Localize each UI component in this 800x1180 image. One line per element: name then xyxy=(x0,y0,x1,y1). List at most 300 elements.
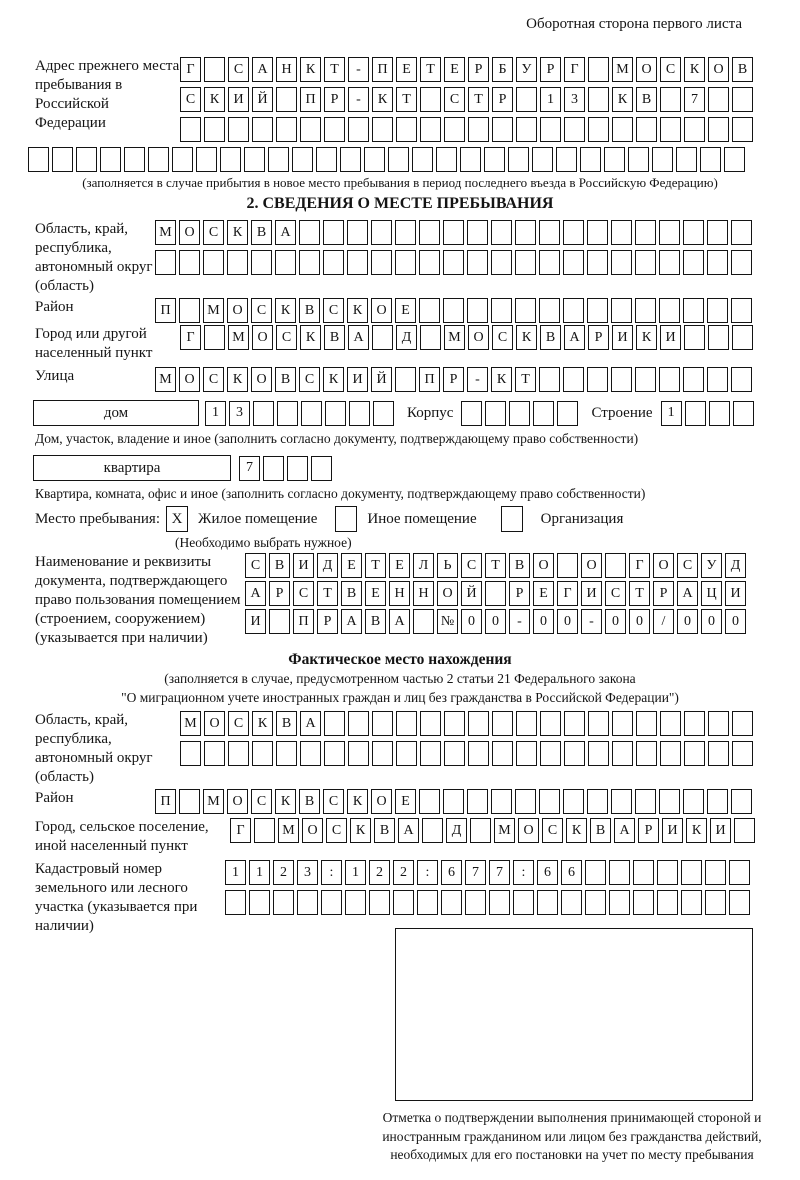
form-cell[interactable] xyxy=(708,87,729,112)
form-cell[interactable] xyxy=(263,456,284,481)
form-cell[interactable]: К xyxy=(347,789,368,814)
form-cell[interactable] xyxy=(372,325,393,350)
form-cell[interactable]: О xyxy=(179,220,200,245)
form-cell[interactable] xyxy=(563,250,584,275)
form-cell[interactable]: П xyxy=(419,367,440,392)
form-cell[interactable]: 6 xyxy=(561,860,582,885)
form-cell[interactable] xyxy=(347,220,368,245)
form-cell[interactable] xyxy=(635,250,656,275)
form-cell[interactable] xyxy=(588,87,609,112)
form-cell[interactable]: С xyxy=(605,581,626,606)
form-cell[interactable]: Е xyxy=(444,57,465,82)
form-cell[interactable]: М xyxy=(494,818,515,843)
form-cell[interactable]: М xyxy=(228,325,249,350)
form-cell[interactable] xyxy=(588,711,609,736)
form-cell[interactable] xyxy=(395,250,416,275)
form-cell[interactable]: Д xyxy=(725,553,746,578)
form-cell[interactable] xyxy=(373,401,394,426)
form-cell[interactable] xyxy=(683,298,704,323)
form-cell[interactable]: 7 xyxy=(465,860,486,885)
form-cell[interactable] xyxy=(732,117,753,142)
form-cell[interactable]: Р xyxy=(653,581,674,606)
form-cell[interactable] xyxy=(204,117,225,142)
form-cell[interactable] xyxy=(731,367,752,392)
form-cell[interactable]: А xyxy=(398,818,419,843)
form-cell[interactable]: - xyxy=(467,367,488,392)
form-cell[interactable]: С xyxy=(323,789,344,814)
form-cell[interactable]: Л xyxy=(413,553,434,578)
form-cell[interactable] xyxy=(539,250,560,275)
form-cell[interactable] xyxy=(461,401,482,426)
form-cell[interactable] xyxy=(419,220,440,245)
form-cell[interactable] xyxy=(660,117,681,142)
form-cell[interactable]: : xyxy=(513,860,534,885)
form-cell[interactable]: М xyxy=(612,57,633,82)
form-cell[interactable] xyxy=(533,401,554,426)
form-cell[interactable]: Т xyxy=(468,87,489,112)
form-cell[interactable] xyxy=(628,147,649,172)
form-cell[interactable]: А xyxy=(252,57,273,82)
form-cell[interactable]: 3 xyxy=(564,87,585,112)
form-cell[interactable]: О xyxy=(468,325,489,350)
form-cell[interactable] xyxy=(707,789,728,814)
form-cell[interactable] xyxy=(585,860,606,885)
form-cell[interactable] xyxy=(325,401,346,426)
form-cell[interactable] xyxy=(508,147,529,172)
form-cell[interactable] xyxy=(420,87,441,112)
form-cell[interactable] xyxy=(467,220,488,245)
form-cell[interactable] xyxy=(388,147,409,172)
form-cell[interactable] xyxy=(657,890,678,915)
form-cell[interactable] xyxy=(297,890,318,915)
form-cell[interactable]: 3 xyxy=(229,401,250,426)
form-cell[interactable]: Е xyxy=(365,581,386,606)
form-cell[interactable]: С xyxy=(660,57,681,82)
form-cell[interactable] xyxy=(708,325,729,350)
form-cell[interactable] xyxy=(348,741,369,766)
form-cell[interactable]: 0 xyxy=(701,609,722,634)
form-cell[interactable]: О xyxy=(518,818,539,843)
form-cell[interactable]: Е xyxy=(396,57,417,82)
form-cell[interactable] xyxy=(420,741,441,766)
form-cell[interactable]: С xyxy=(326,818,347,843)
form-cell[interactable] xyxy=(492,741,513,766)
form-cell[interactable]: О xyxy=(371,298,392,323)
form-cell[interactable] xyxy=(580,147,601,172)
confirmation-stamp-box[interactable] xyxy=(395,928,753,1101)
form-cell[interactable] xyxy=(563,367,584,392)
form-cell[interactable] xyxy=(372,117,393,142)
form-cell[interactable] xyxy=(609,890,630,915)
form-cell[interactable] xyxy=(324,711,345,736)
form-cell[interactable] xyxy=(301,401,322,426)
form-cell[interactable]: Т xyxy=(515,367,536,392)
form-cell[interactable] xyxy=(273,890,294,915)
form-cell[interactable] xyxy=(636,741,657,766)
form-cell[interactable] xyxy=(228,741,249,766)
form-cell[interactable] xyxy=(252,741,273,766)
form-cell[interactable] xyxy=(179,250,200,275)
form-cell[interactable]: Е xyxy=(533,581,554,606)
form-cell[interactable]: № xyxy=(437,609,458,634)
form-cell[interactable] xyxy=(604,147,625,172)
form-cell[interactable]: С xyxy=(203,367,224,392)
form-cell[interactable] xyxy=(708,117,729,142)
form-cell[interactable]: К xyxy=(300,57,321,82)
form-cell[interactable]: П xyxy=(293,609,314,634)
form-cell[interactable] xyxy=(635,298,656,323)
form-cell[interactable] xyxy=(324,117,345,142)
form-cell[interactable] xyxy=(509,401,530,426)
form-cell[interactable] xyxy=(633,890,654,915)
form-cell[interactable] xyxy=(485,581,506,606)
form-cell[interactable]: В xyxy=(732,57,753,82)
form-cell[interactable] xyxy=(491,298,512,323)
form-cell[interactable] xyxy=(412,147,433,172)
form-cell[interactable]: И xyxy=(347,367,368,392)
form-cell[interactable] xyxy=(611,298,632,323)
form-cell[interactable]: У xyxy=(701,553,722,578)
form-cell[interactable] xyxy=(372,741,393,766)
form-cell[interactable] xyxy=(419,250,440,275)
form-cell[interactable] xyxy=(180,117,201,142)
form-cell[interactable] xyxy=(612,741,633,766)
form-cell[interactable] xyxy=(660,741,681,766)
form-cell[interactable] xyxy=(52,147,73,172)
form-cell[interactable]: 7 xyxy=(489,860,510,885)
form-cell[interactable] xyxy=(203,250,224,275)
form-cell[interactable] xyxy=(484,147,505,172)
form-cell[interactable]: О xyxy=(636,57,657,82)
form-cell[interactable] xyxy=(539,789,560,814)
form-cell[interactable] xyxy=(148,147,169,172)
form-cell[interactable]: Т xyxy=(396,87,417,112)
form-cell[interactable]: А xyxy=(300,711,321,736)
form-cell[interactable] xyxy=(557,401,578,426)
form-cell[interactable] xyxy=(204,57,225,82)
form-cell[interactable]: К xyxy=(636,325,657,350)
form-cell[interactable]: С xyxy=(299,367,320,392)
form-cell[interactable] xyxy=(540,741,561,766)
form-cell[interactable] xyxy=(513,890,534,915)
form-cell[interactable]: : xyxy=(417,860,438,885)
form-cell[interactable]: О xyxy=(227,298,248,323)
form-cell[interactable]: Д xyxy=(446,818,467,843)
form-cell[interactable]: - xyxy=(509,609,530,634)
form-cell[interactable] xyxy=(349,401,370,426)
form-cell[interactable] xyxy=(268,147,289,172)
form-cell[interactable]: М xyxy=(444,325,465,350)
form-cell[interactable] xyxy=(413,609,434,634)
form-cell[interactable]: М xyxy=(203,789,224,814)
form-cell[interactable]: К xyxy=(372,87,393,112)
form-cell[interactable]: Р xyxy=(492,87,513,112)
form-cell[interactable]: 0 xyxy=(629,609,650,634)
form-cell[interactable] xyxy=(419,789,440,814)
form-cell[interactable] xyxy=(28,147,49,172)
form-cell[interactable]: В xyxy=(269,553,290,578)
form-cell[interactable]: Т xyxy=(420,57,441,82)
form-cell[interactable] xyxy=(371,250,392,275)
form-cell[interactable] xyxy=(537,890,558,915)
form-cell[interactable] xyxy=(254,818,275,843)
form-cell[interactable]: 0 xyxy=(605,609,626,634)
form-cell[interactable]: 1 xyxy=(225,860,246,885)
form-cell[interactable] xyxy=(227,250,248,275)
form-cell[interactable]: 6 xyxy=(441,860,462,885)
form-cell[interactable] xyxy=(605,553,626,578)
form-cell[interactable] xyxy=(252,117,273,142)
form-cell[interactable] xyxy=(635,367,656,392)
form-cell[interactable] xyxy=(683,220,704,245)
form-cell[interactable]: М xyxy=(278,818,299,843)
form-cell[interactable]: С xyxy=(245,553,266,578)
form-cell[interactable]: Т xyxy=(629,581,650,606)
form-cell[interactable] xyxy=(684,117,705,142)
form-cell[interactable] xyxy=(470,818,491,843)
form-cell[interactable]: Й xyxy=(252,87,273,112)
form-cell[interactable] xyxy=(733,401,754,426)
form-cell[interactable]: А xyxy=(614,818,635,843)
form-cell[interactable]: К xyxy=(491,367,512,392)
form-cell[interactable]: К xyxy=(275,789,296,814)
form-cell[interactable]: С xyxy=(323,298,344,323)
form-cell[interactable]: О xyxy=(227,789,248,814)
form-cell[interactable] xyxy=(311,456,332,481)
form-cell[interactable] xyxy=(705,860,726,885)
form-cell[interactable] xyxy=(539,298,560,323)
form-cell[interactable]: В xyxy=(590,818,611,843)
form-cell[interactable] xyxy=(636,117,657,142)
form-cell[interactable] xyxy=(659,789,680,814)
form-cell[interactable]: Т xyxy=(324,57,345,82)
form-cell[interactable]: 0 xyxy=(461,609,482,634)
form-cell[interactable] xyxy=(587,789,608,814)
form-cell[interactable]: И xyxy=(612,325,633,350)
form-cell[interactable] xyxy=(611,367,632,392)
form-cell[interactable]: С xyxy=(461,553,482,578)
form-cell[interactable] xyxy=(660,711,681,736)
form-cell[interactable]: К xyxy=(684,57,705,82)
form-cell[interactable]: С xyxy=(180,87,201,112)
form-cell[interactable] xyxy=(444,117,465,142)
form-cell[interactable] xyxy=(708,741,729,766)
form-cell[interactable] xyxy=(564,117,585,142)
form-cell[interactable] xyxy=(269,609,290,634)
form-cell[interactable]: Д xyxy=(396,325,417,350)
form-cell[interactable] xyxy=(516,87,537,112)
form-cell[interactable] xyxy=(436,147,457,172)
form-cell[interactable]: 1 xyxy=(661,401,682,426)
form-cell[interactable] xyxy=(540,117,561,142)
form-cell[interactable]: К xyxy=(300,325,321,350)
form-cell[interactable] xyxy=(465,890,486,915)
form-cell[interactable]: И xyxy=(228,87,249,112)
form-cell[interactable]: В xyxy=(299,298,320,323)
form-cell[interactable]: 0 xyxy=(557,609,578,634)
form-cell[interactable] xyxy=(76,147,97,172)
form-cell[interactable] xyxy=(276,117,297,142)
form-cell[interactable]: 7 xyxy=(684,87,705,112)
form-cell[interactable] xyxy=(707,298,728,323)
form-cell[interactable] xyxy=(467,298,488,323)
form-cell[interactable]: К xyxy=(227,367,248,392)
form-cell[interactable]: К xyxy=(275,298,296,323)
form-cell[interactable] xyxy=(489,890,510,915)
form-cell[interactable] xyxy=(588,57,609,82)
form-cell[interactable] xyxy=(468,117,489,142)
form-cell[interactable]: Н xyxy=(389,581,410,606)
form-cell[interactable] xyxy=(179,298,200,323)
form-cell[interactable] xyxy=(393,890,414,915)
form-cell[interactable]: А xyxy=(348,325,369,350)
form-cell[interactable]: О xyxy=(653,553,674,578)
form-cell[interactable] xyxy=(732,325,753,350)
form-cell[interactable]: О xyxy=(533,553,554,578)
form-cell[interactable] xyxy=(347,250,368,275)
form-cell[interactable] xyxy=(657,860,678,885)
form-cell[interactable] xyxy=(220,147,241,172)
form-cell[interactable] xyxy=(443,220,464,245)
form-cell[interactable]: И xyxy=(581,581,602,606)
form-cell[interactable] xyxy=(155,250,176,275)
form-cell[interactable]: П xyxy=(372,57,393,82)
form-cell[interactable] xyxy=(563,220,584,245)
form-cell[interactable] xyxy=(539,367,560,392)
form-cell[interactable] xyxy=(659,220,680,245)
form-cell[interactable] xyxy=(539,220,560,245)
form-cell[interactable] xyxy=(515,789,536,814)
form-cell[interactable] xyxy=(732,741,753,766)
form-cell[interactable]: И xyxy=(293,553,314,578)
form-cell[interactable] xyxy=(681,890,702,915)
form-cell[interactable] xyxy=(323,220,344,245)
form-cell[interactable] xyxy=(491,250,512,275)
form-cell[interactable]: О xyxy=(302,818,323,843)
form-cell[interactable]: С xyxy=(251,298,272,323)
form-cell[interactable]: Г xyxy=(629,553,650,578)
form-cell[interactable]: Р xyxy=(324,87,345,112)
form-cell[interactable] xyxy=(277,401,298,426)
form-cell[interactable] xyxy=(396,741,417,766)
form-cell[interactable] xyxy=(372,711,393,736)
form-cell[interactable]: М xyxy=(203,298,224,323)
form-cell[interactable]: В xyxy=(540,325,561,350)
form-cell[interactable] xyxy=(609,860,630,885)
form-cell[interactable]: А xyxy=(275,220,296,245)
form-cell[interactable] xyxy=(444,711,465,736)
form-cell[interactable] xyxy=(417,890,438,915)
form-cell[interactable] xyxy=(557,553,578,578)
form-cell[interactable]: С xyxy=(542,818,563,843)
form-cell[interactable] xyxy=(396,711,417,736)
form-cell[interactable] xyxy=(659,298,680,323)
form-cell[interactable]: В xyxy=(509,553,530,578)
form-cell[interactable]: / xyxy=(653,609,674,634)
form-cell[interactable] xyxy=(420,711,441,736)
form-cell[interactable] xyxy=(731,298,752,323)
form-cell[interactable]: Е xyxy=(395,789,416,814)
form-cell[interactable] xyxy=(734,818,755,843)
form-cell[interactable] xyxy=(467,789,488,814)
form-cell[interactable]: О xyxy=(179,367,200,392)
form-cell[interactable] xyxy=(684,741,705,766)
form-cell[interactable] xyxy=(444,741,465,766)
form-cell[interactable] xyxy=(249,890,270,915)
form-cell[interactable] xyxy=(443,789,464,814)
form-cell[interactable] xyxy=(611,250,632,275)
form-cell[interactable] xyxy=(491,220,512,245)
form-cell[interactable] xyxy=(300,741,321,766)
form-cell[interactable]: Р xyxy=(317,609,338,634)
form-cell[interactable] xyxy=(563,789,584,814)
form-cell[interactable]: С xyxy=(276,325,297,350)
form-cell[interactable]: 6 xyxy=(537,860,558,885)
form-cell[interactable] xyxy=(729,890,750,915)
form-cell[interactable] xyxy=(515,250,536,275)
form-cell[interactable] xyxy=(492,117,513,142)
form-cell[interactable]: 1 xyxy=(345,860,366,885)
form-cell[interactable] xyxy=(422,818,443,843)
form-cell[interactable] xyxy=(300,117,321,142)
form-cell[interactable]: Г xyxy=(557,581,578,606)
form-cell[interactable]: Т xyxy=(317,581,338,606)
form-cell[interactable] xyxy=(172,147,193,172)
form-cell[interactable] xyxy=(395,220,416,245)
form-cell[interactable]: Г xyxy=(180,57,201,82)
checkbox-other-premises[interactable] xyxy=(335,506,357,532)
form-cell[interactable] xyxy=(611,220,632,245)
form-cell[interactable]: О xyxy=(371,789,392,814)
form-cell[interactable] xyxy=(196,147,217,172)
form-cell[interactable]: К xyxy=(612,87,633,112)
form-cell[interactable] xyxy=(652,147,673,172)
form-cell[interactable] xyxy=(561,890,582,915)
form-cell[interactable] xyxy=(587,220,608,245)
form-cell[interactable]: Р xyxy=(468,57,489,82)
form-cell[interactable] xyxy=(420,325,441,350)
form-cell[interactable] xyxy=(516,741,537,766)
form-cell[interactable]: Й xyxy=(461,581,482,606)
form-cell[interactable]: Е xyxy=(389,553,410,578)
form-cell[interactable] xyxy=(396,117,417,142)
form-cell[interactable]: 1 xyxy=(249,860,270,885)
checkbox-residential[interactable]: X xyxy=(166,506,188,532)
form-cell[interactable]: Т xyxy=(485,553,506,578)
form-cell[interactable]: О xyxy=(708,57,729,82)
form-cell[interactable]: О xyxy=(252,325,273,350)
form-cell[interactable] xyxy=(564,741,585,766)
form-cell[interactable]: В xyxy=(275,367,296,392)
form-cell[interactable]: Е xyxy=(395,298,416,323)
form-cell[interactable]: А xyxy=(245,581,266,606)
form-cell[interactable]: И xyxy=(710,818,731,843)
form-cell[interactable] xyxy=(612,711,633,736)
form-cell[interactable]: - xyxy=(348,87,369,112)
form-cell[interactable] xyxy=(532,147,553,172)
form-cell[interactable] xyxy=(635,220,656,245)
form-cell[interactable]: Р xyxy=(540,57,561,82)
form-cell[interactable] xyxy=(491,789,512,814)
form-cell[interactable] xyxy=(204,325,225,350)
form-cell[interactable] xyxy=(441,890,462,915)
form-cell[interactable] xyxy=(729,860,750,885)
form-cell[interactable]: А xyxy=(389,609,410,634)
form-cell[interactable] xyxy=(364,147,385,172)
form-cell[interactable] xyxy=(681,860,702,885)
form-cell[interactable] xyxy=(700,147,721,172)
form-cell[interactable]: С xyxy=(293,581,314,606)
